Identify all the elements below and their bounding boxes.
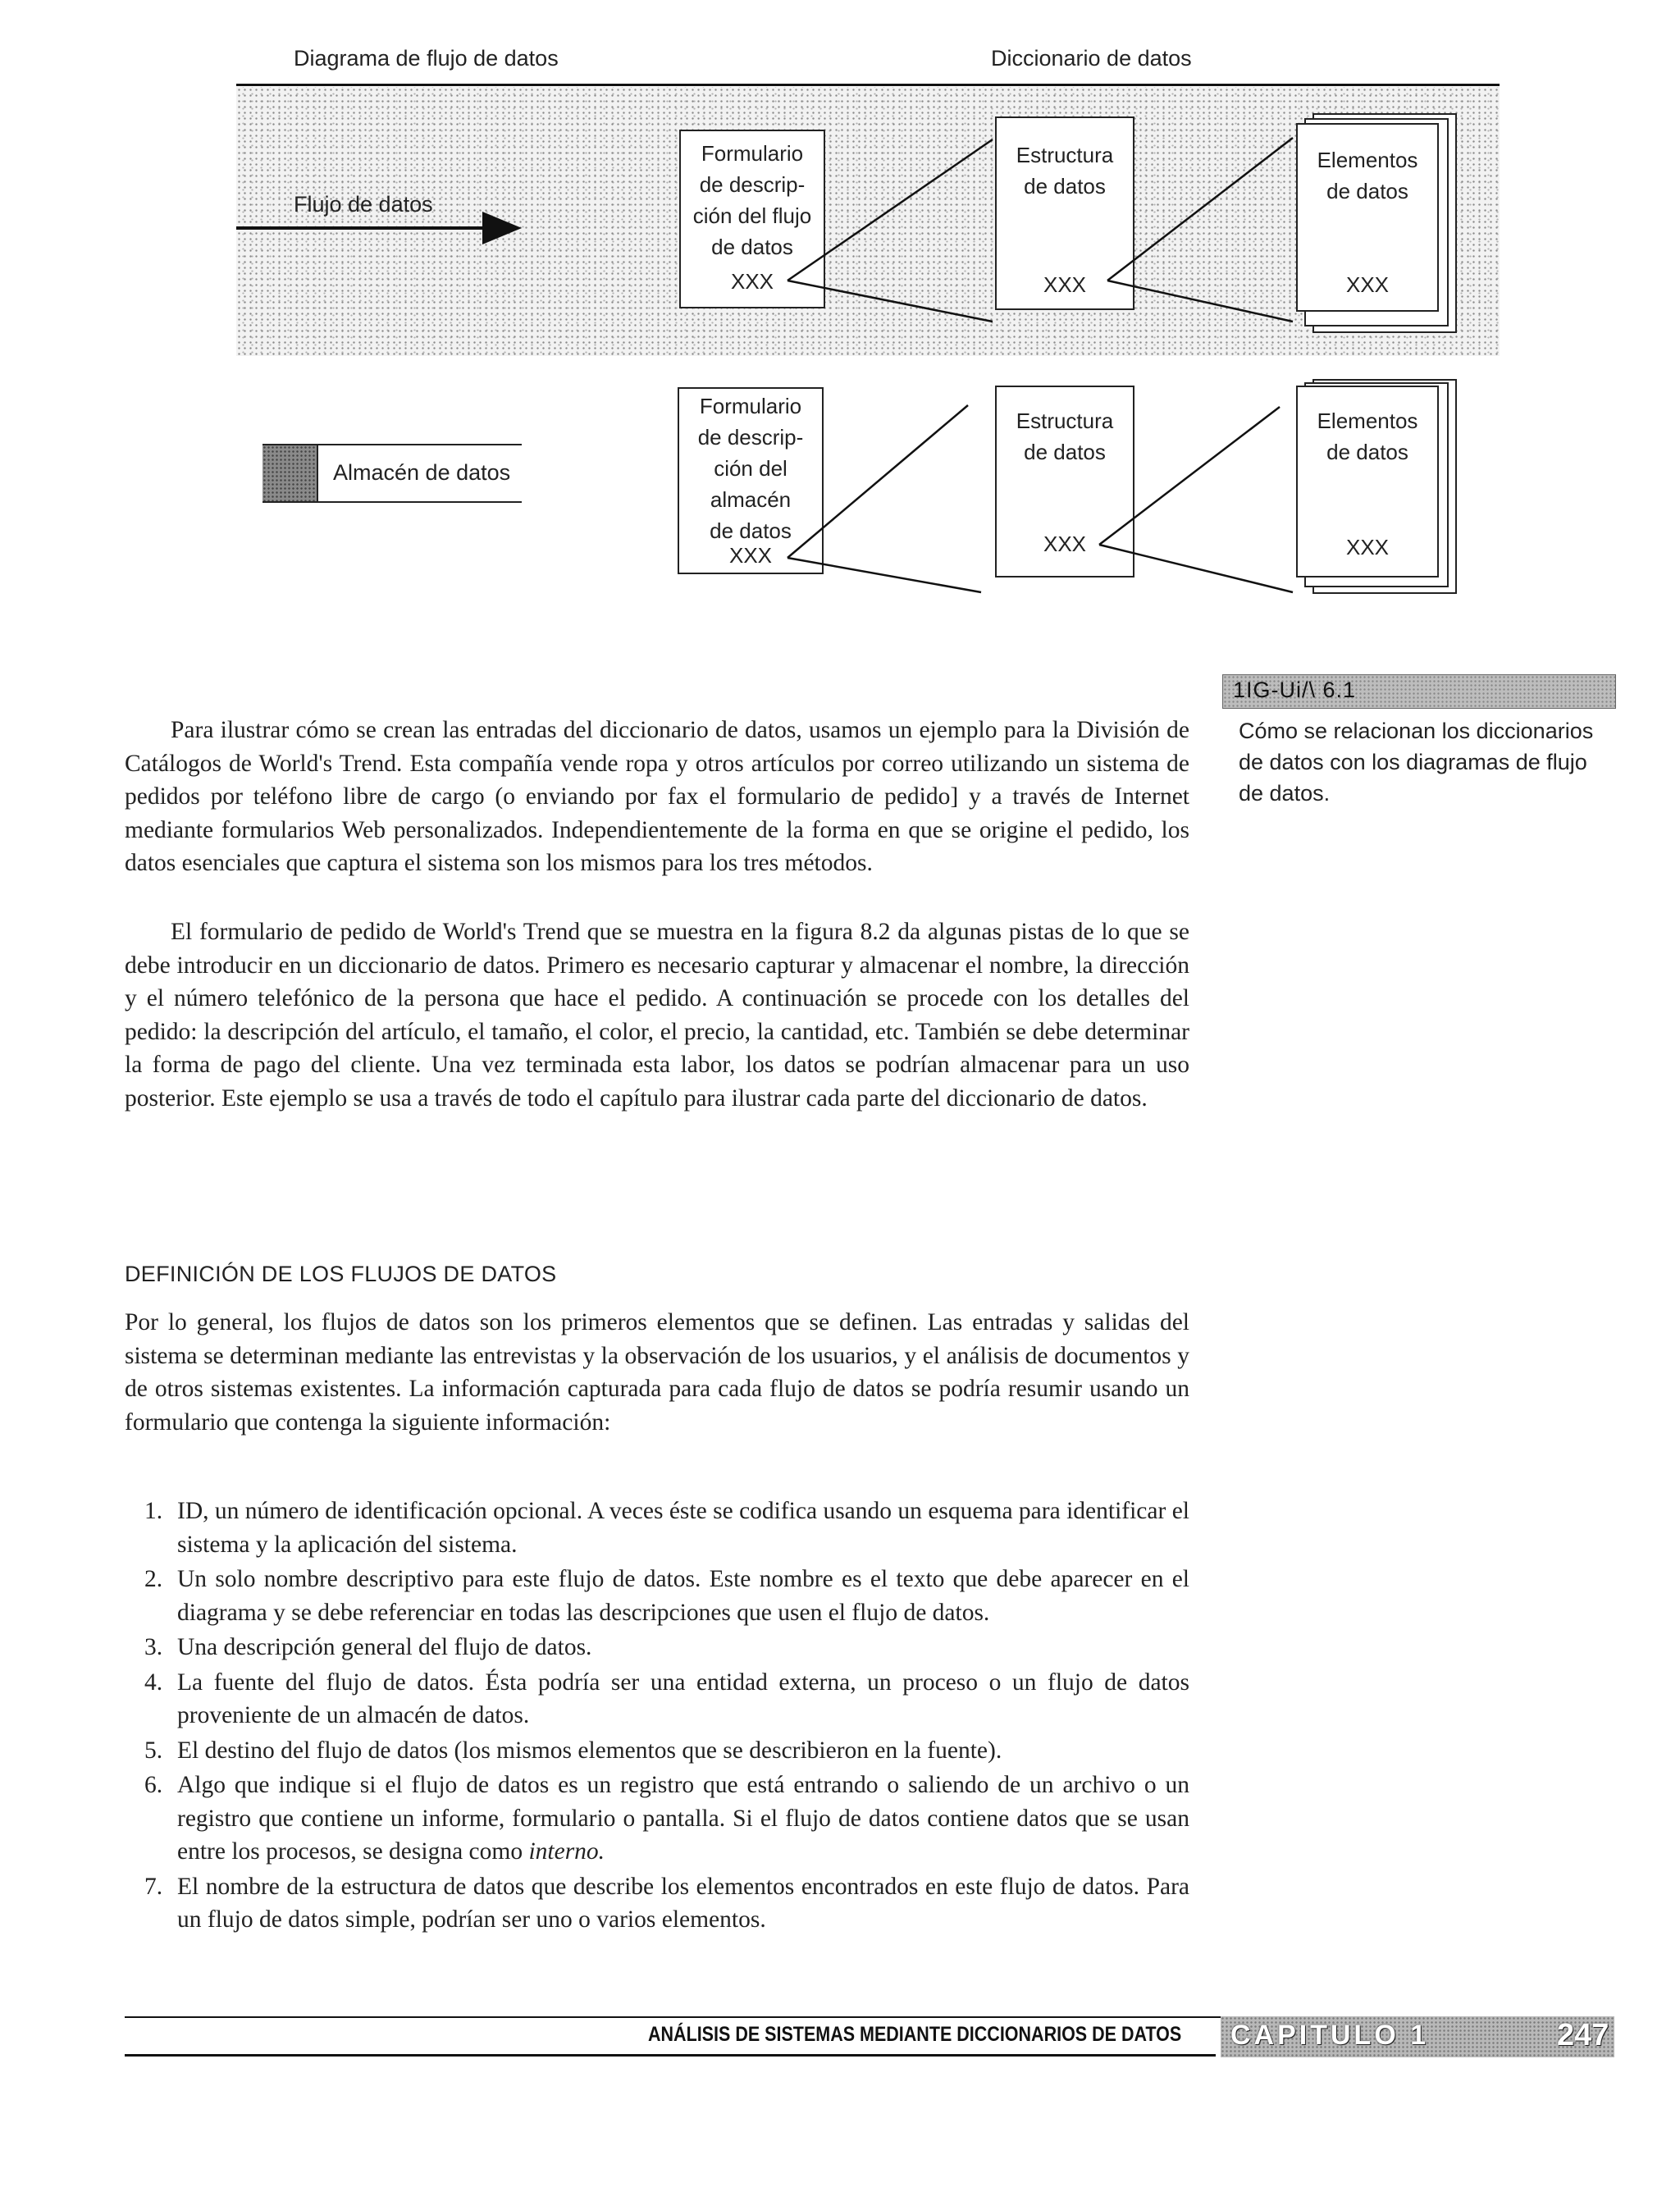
- list-text-italic: interno.: [528, 1838, 605, 1865]
- list-text: El nombre de la estructura de datos que describe los elementos encontrados en este flujo de datos. Para un flujo de datos simple, podrían ser uno o varios elementos.: [177, 1873, 1189, 1933]
- expansion-line: [1107, 281, 1293, 322]
- running-footer-title: ANÁLISIS DE SISTEMAS MEDIANTE DICCIONARIOS DE DATOS: [648, 2023, 1182, 2046]
- card-code: XXX: [1043, 532, 1087, 556]
- expansion-line: [1107, 138, 1293, 281]
- figure-badge: [1222, 674, 1616, 709]
- card-code: XXX: [1043, 272, 1087, 297]
- card-code: XXX: [728, 543, 773, 568]
- list-text: La fuente del flujo de datos. Ésta podría ser una entidad externa, un proceso o un flujo de datos proveniente de un almacén de datos.: [177, 1669, 1189, 1728]
- expansion-line: [1099, 407, 1280, 545]
- list-item: [125, 1769, 1189, 1869]
- paragraph-1: [125, 714, 1189, 880]
- list-number: 6.: [144, 1772, 163, 1798]
- list-text: Algo que indique si el flujo de datos es un registro que está entrando o saliendo de un archivo o un registro que contiene un informe, formulario o pantalla. Si el flujo de datos contiene datos que se usan entre los procesos, se designa como: [177, 1772, 1189, 1865]
- flow-label: Flujo de datos: [294, 192, 433, 217]
- card-line: Estructura: [1016, 143, 1114, 167]
- list-number: 5.: [144, 1737, 163, 1764]
- list-text: El destino del flujo de datos (los mismos elementos que se describieron en la fuente).: [177, 1737, 1002, 1764]
- expansion-line: [788, 139, 993, 281]
- card-code: XXX: [730, 269, 774, 294]
- list-number: 1.: [144, 1498, 163, 1524]
- figure-header-dictionary: Diccionario de datos: [991, 46, 1192, 71]
- card-line: Estructura: [1016, 409, 1114, 433]
- paragraph-text: Para ilustrar cómo se crean las entradas del diccionario de datos, usamos un ejemplo para la División de Catálogos de World's Trend. Esta compañía vende ropa y otros artículos por correo utilizando un sistema de pedidos por teléfono libre de cargo (o enviando por fax el formulario de pedido] y a través de Internet mediante formularios Web personalizados. Independientemente de la forma en que se origine el pedido, los datos esenciales que captura el sistema son los mismos para los tres métodos.: [125, 717, 1189, 876]
- chapter-label: CAPITULO 1: [1230, 2020, 1430, 2051]
- figure-badge-label: 1IG-Ui/\ 6.1: [1233, 678, 1357, 702]
- expansion-line: [788, 405, 968, 558]
- card-line: ción del flujo: [692, 203, 812, 228]
- expansion-line: [788, 558, 981, 592]
- list-item: [125, 1870, 1189, 1937]
- card-line: de datos: [1024, 174, 1106, 199]
- list-number: 7.: [144, 1873, 163, 1900]
- card-line: almacén: [710, 487, 792, 512]
- paragraph-text: El formulario de pedido de World's Trend que se muestra en la figura 8.2 da algunas pistas de lo que se debe introducir en un diccionario de datos. Primero es necesario capturar y almacenar el nombre, la dirección y el número telefónico de la persona que hace el pedido. A continuación se procede con los detalles del pedido: la descripción del artículo, el tamaño, el color, el precio, la cantidad, etc. También se debe determinar la forma de pago del cliente. Una vez terminada esta labor, los datos se podrían almacenar para un uso posterior. Este ejemplo se usa a través de todo el capítulo para ilustrar cada parte del diccionario de datos.: [125, 919, 1189, 1112]
- paragraph-3: [125, 1306, 1189, 1439]
- figure-header-dfd: Diagrama de flujo de datos: [294, 46, 559, 71]
- paragraph-text: Por lo general, los flujos de datos son los primeros elementos que se definen. Las entradas y salidas del sistema se determinan mediante las entrevistas y la observación de los usuarios, y el análisis de documentos y de otros sistemas existentes. La información capturada para cada flujo de datos se podría resumir usando un formulario que contenga la siguiente información:: [125, 1309, 1189, 1436]
- list-item: [125, 1631, 1189, 1664]
- card-line: de datos: [711, 235, 793, 259]
- list-item: [125, 1666, 1189, 1732]
- list-number: 3.: [144, 1634, 163, 1660]
- card-code: XXX: [1345, 535, 1390, 559]
- list-item: [125, 1734, 1189, 1768]
- list-item: [125, 1495, 1189, 1561]
- card-line: de datos: [710, 518, 792, 543]
- card-line: Formulario: [699, 394, 802, 418]
- card-line: Elementos: [1317, 409, 1418, 433]
- figure-caption: Cómo se relacionan los diccionarios de datos con los diagramas de flujo de datos.: [1239, 719, 1594, 806]
- numbered-list: [125, 1495, 1189, 1938]
- footer-rule: [125, 2054, 1216, 2057]
- expansion-line: [788, 281, 993, 322]
- card-line: Formulario: [701, 141, 804, 166]
- card-line: de datos: [1326, 179, 1408, 203]
- list-number: 4.: [144, 1669, 163, 1696]
- card-line: Elementos: [1317, 148, 1418, 172]
- expansion-line: [1099, 545, 1293, 592]
- card-line: de descrip-: [697, 425, 804, 450]
- list-text: Una descripción general del flujo de datos.: [177, 1634, 592, 1660]
- paragraph-2: [125, 915, 1189, 1115]
- list-item: [125, 1563, 1189, 1629]
- list-text: ID, un número de identificación opcional. A veces éste se codifica usando un esquema para identificar el sistema y la aplicación del sistema.: [177, 1498, 1189, 1558]
- page-number: 247: [1557, 2018, 1609, 2052]
- list-text: Un solo nombre descriptivo para este flujo de datos. Este nombre es el texto que debe aparecer en el diagrama y se debe referenciar en todas las descripciones que usen el flujo de datos.: [177, 1566, 1189, 1626]
- card-code: XXX: [1345, 272, 1390, 297]
- connector-lines: [0, 0, 1680, 656]
- section-heading: DEFINICIÓN DE LOS FLUJOS DE DATOS: [125, 1262, 557, 1286]
- card-line: de descrip-: [699, 172, 806, 197]
- card-line: ción del: [714, 456, 788, 481]
- store-label: Almacén de datos: [333, 460, 511, 485]
- list-number: 2.: [144, 1566, 163, 1592]
- card-line: de datos: [1024, 440, 1106, 464]
- card-line: de datos: [1326, 440, 1408, 464]
